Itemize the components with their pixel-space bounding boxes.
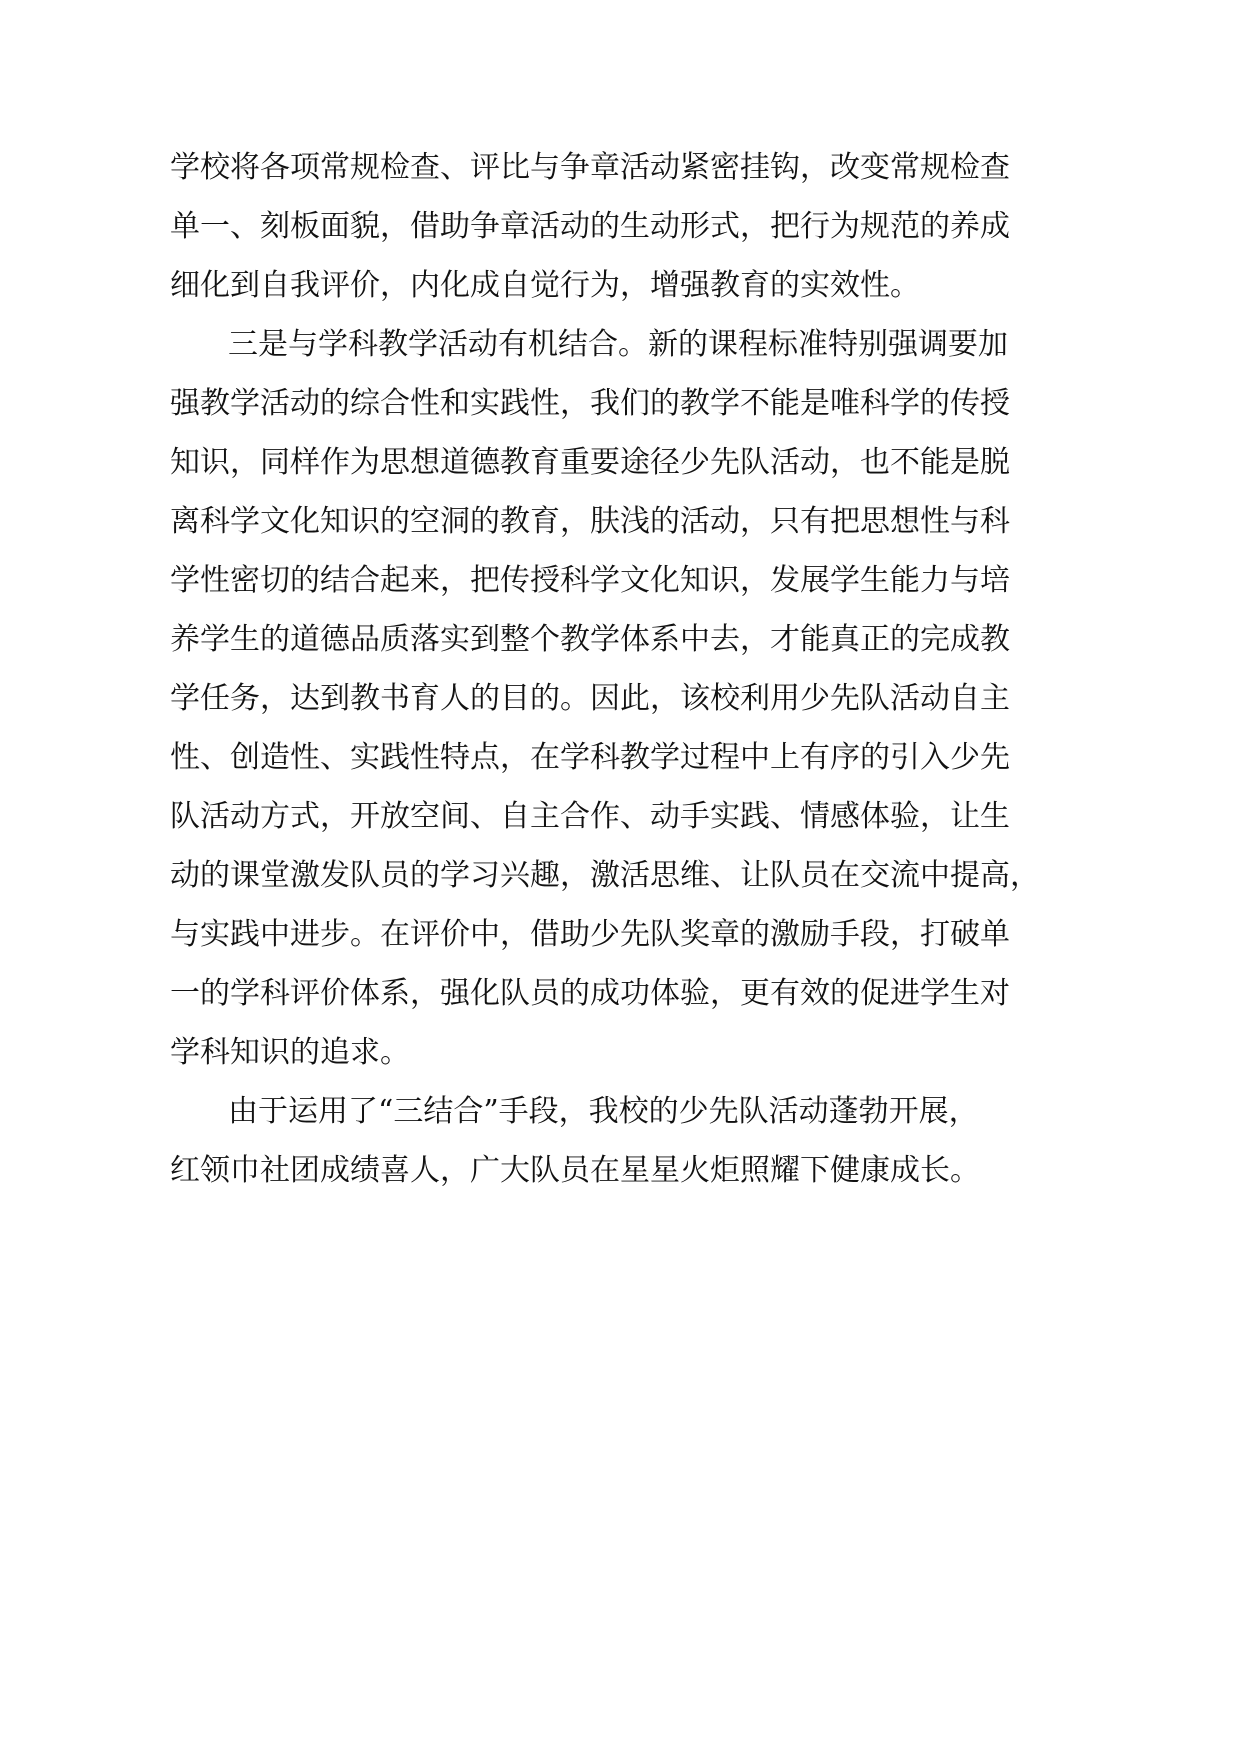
paragraph-line: 三是与学科教学活动有机结合。新的课程标准特别强调要加 [228,327,1008,362]
paragraph-line: 单一、刻板面貌，借助争章活动的生动形式，把行为规范的养成 [170,209,1010,244]
paragraph-line: 离科学文化知识的空洞的教育，肤浅的活动，只有把思想性与科 [170,504,1010,539]
paragraph-line: 由于运用了“三结合”手段，我校的少先队活动蓬勃开展， [228,1094,979,1129]
paragraph-line: 性、创造性、实践性特点，在学科教学过程中上有序的引入少先 [170,740,1010,775]
paragraph-line: 强教学活动的综合性和实践性，我们的教学不能是唯科学的传授 [170,386,1010,421]
paragraph-2 [170,315,1040,1082]
paragraph-line: 队活动方式，开放空间、自主合作、动手实践、情感体验，让生 [170,799,1010,834]
paragraph-line: 学性密切的结合起来，把传授科学文化知识，发展学生能力与培 [170,563,1010,598]
paragraph-line: 学任务，达到教书育人的目的。因此，该校利用少先队活动自主 [170,681,1010,716]
paragraph-3 [170,1082,980,1200]
paragraph-line: 红领巾社团成绩喜人，广大队员在星星火炬照耀下健康成长。 [170,1153,980,1188]
paragraph-line: 动的课堂激发队员的学习兴趣，激活思维、让队员在交流中提高， [170,858,1040,893]
paragraph-line: 学校将各项常规检查、评比与争章活动紧密挂钩，改变常规检查 [170,150,1010,185]
paragraph-line: 一的学科评价体系，强化队员的成功体验，更有效的促进学生对 [170,976,1010,1011]
paragraph-line: 知识，同样作为思想道德教育重要途径少先队活动，也不能是脱 [170,445,1010,480]
paragraph-line: 养学生的道德品质落实到整个教学体系中去，才能真正的完成教 [170,622,1010,657]
paragraph-1 [170,138,1010,315]
paragraph-line: 学科知识的追求。 [170,1035,410,1070]
document-body [170,138,1040,1200]
paragraph-line: 细化到自我评价，内化成自觉行为，增强教育的实效性。 [170,268,920,303]
paragraph-line: 与实践中进步。在评价中，借助少先队奖章的激励手段，打破单 [170,917,1010,952]
